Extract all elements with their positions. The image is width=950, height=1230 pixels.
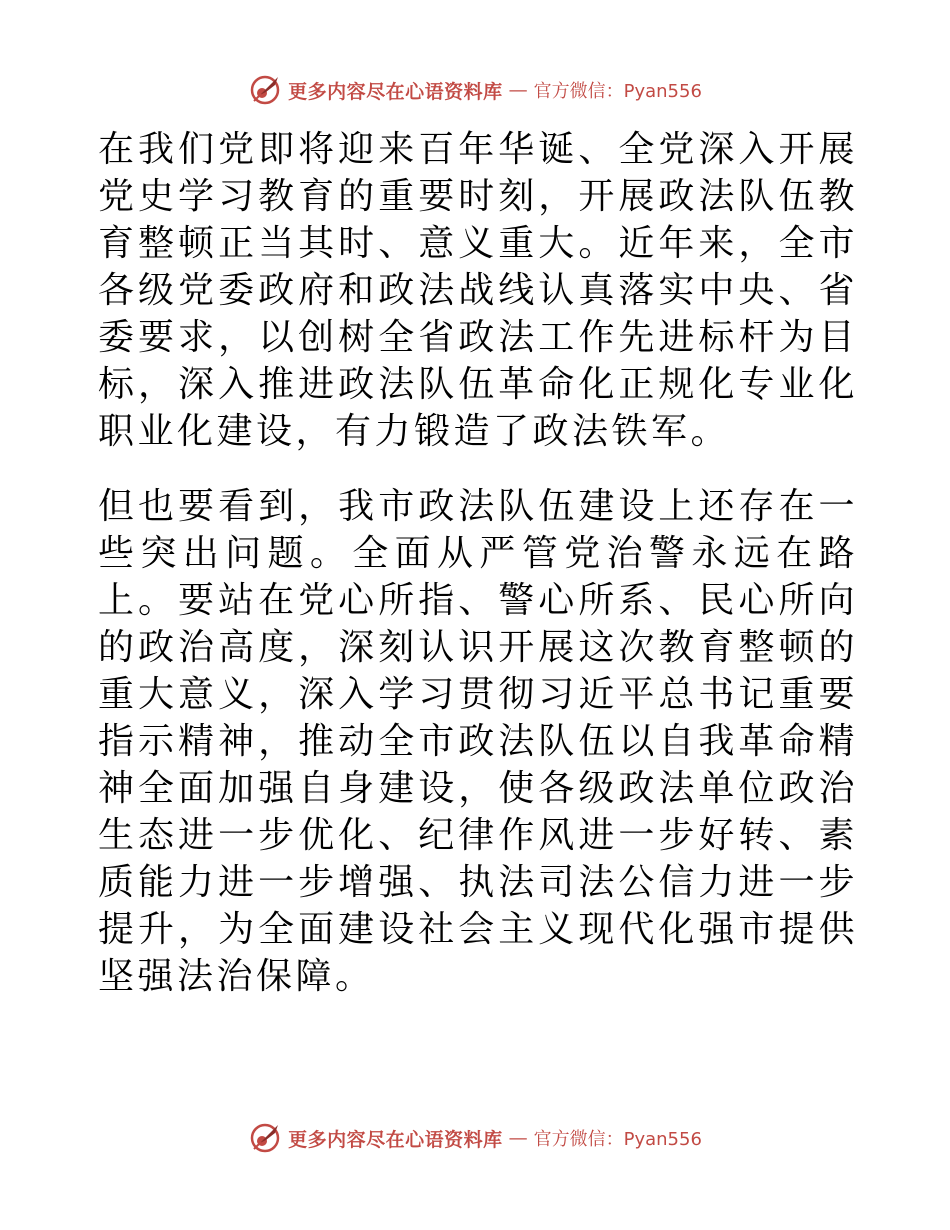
watermark-dash: — [508,79,528,101]
watermark-text: 更多内容尽在心语资料库 [288,80,503,103]
watermark-contact: 官方微信：Pyan556 [533,1129,702,1150]
watermark-dash: — [508,1127,528,1149]
red-quill-logo-icon [248,1121,282,1155]
paragraph-2: 但也要看到，我市政法队伍建设上还存在一些突出问题。全面从严管党治警永远在路上。要站在党心所指、警心所系、民心所向的政治高度，深刻认识开展这次教育整顿的重大意义，深入学习贯彻习近平总书记重要指示精神，推动全市政法队伍以自我革命精神全面加强自身建设，使各级政法单位政治生态进一步优化、纪律作风进一步好转、素质能力进一步增强、执法司法公信力进一步提升，为全面建设社会主义现代化强市提供坚强法治保障。 [98,486,858,997]
red-quill-logo-icon [248,73,282,107]
header-watermark [0,70,950,110]
document-body [98,126,858,1000]
paragraph-1: 在我们党即将迎来百年华诞、全党深入开展党史学习教育的重要时刻，开展政法队伍教育整顿正当其时、意义重大。近年来，全市各级党委政府和政法战线认真落实中央、省委要求，以创树全省政法工作先进标杆为目标，深入推进政法队伍革命化正规化专业化职业化建设，有力锻造了政法铁军。 [98,129,858,452]
watermark-contact: 官方微信：Pyan556 [533,81,702,102]
watermark-text: 更多内容尽在心语资料库 [288,1128,503,1151]
footer-watermark [0,1118,950,1158]
